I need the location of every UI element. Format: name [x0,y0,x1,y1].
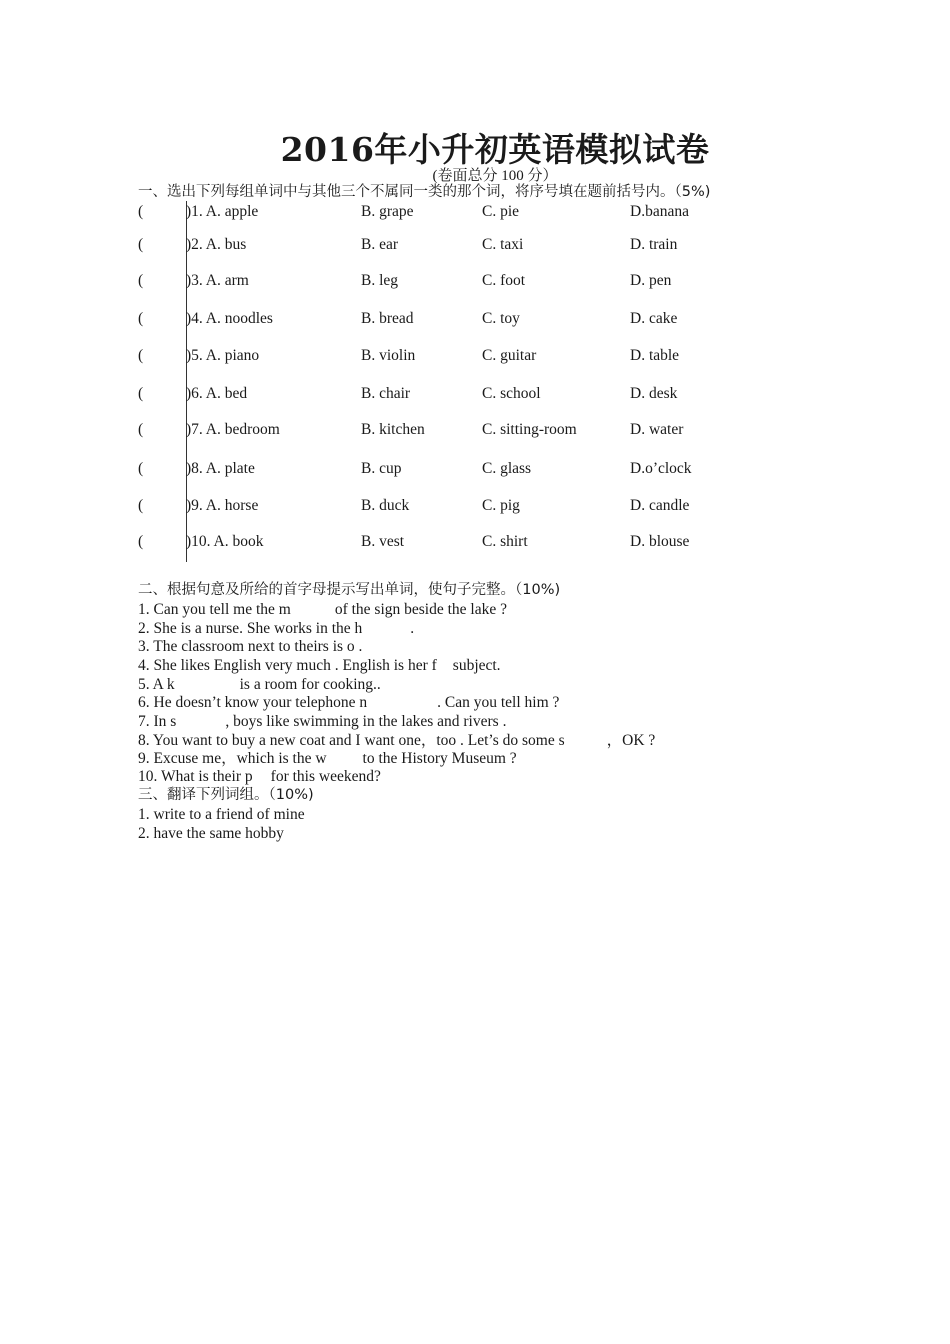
option-b: B. leg [361,272,399,289]
fill-in-sentence [138,712,506,731]
option-a: )5. A. piano [186,347,260,364]
answer-bracket: ( [138,533,144,550]
section3-heading: 三、翻译下列词组。（10%) [138,787,314,803]
sentence-end: is a room for cooking.. [239,676,381,693]
option-d: D.banana [630,203,689,220]
sentence-start: 7. In s [138,713,177,730]
option-c: C. sitting-room [482,421,577,438]
option-a: )6. A. bed [186,385,248,402]
answer-bracket: ( [138,310,144,327]
sentence-start: 5. A k [138,676,175,693]
option-c: C. foot [482,272,526,289]
option-a: )8. A. plate [186,460,255,477]
question-row [0,496,950,516]
sentence-start: 1. Can you tell me the m [138,601,291,618]
fill-in-sentence [138,600,507,619]
option-a: )2. A. bus [186,236,247,253]
fill-in-sentence [138,693,559,712]
sentence-start: 4. She likes English very much . English is her f [138,657,437,674]
option-c: C. pie [482,203,520,220]
sentence-start: 9. Excuse me，which is the w [138,750,327,767]
option-a: )4. A. noodles [186,310,273,327]
question-row [0,271,950,291]
option-b: B. grape [361,203,414,220]
option-b: B. violin [361,347,416,364]
sentence-end: for this weekend? [270,768,381,785]
page-title: 2016年小升初英语模拟试卷 [280,130,710,169]
section1-heading: 一、选出下列每组单词中与其他三个不属同一类的那个词，将序号填在题前括号内。（5%) [138,184,711,200]
option-d: D. water [630,421,684,438]
answer-bracket: ( [138,421,144,438]
fill-in-sentence [138,749,517,768]
sentence-end: to the History Museum ? [362,750,517,767]
page-subtitle: (卷面总分 100 分） [432,168,558,184]
option-b: B. chair [361,385,411,402]
sentence-end: . [410,620,415,637]
option-a: )9. A. horse [186,497,259,514]
question-row [0,202,950,222]
answer-bracket: ( [138,460,144,477]
sentence-start: 3. The classroom next to theirs is o . [138,638,363,655]
option-c: C. taxi [482,236,524,253]
option-c: C. shirt [482,533,528,550]
option-b: B. cup [361,460,402,477]
option-d: D.o’clock [630,460,692,477]
sentence-start: 6. He doesn’t know your telephone n [138,694,368,711]
question-row [0,309,950,329]
fill-in-sentence [138,637,362,656]
option-a: )3. A. arm [186,272,249,289]
option-b: B. duck [361,497,410,514]
option-b: B. ear [361,236,399,253]
sentence-end: ，OK ? [606,732,656,749]
sentence-start: 8. You want to buy a new coat and I want one，too . Let’s do some s [138,732,565,749]
question-row [0,459,950,479]
option-c: C. guitar [482,347,537,364]
option-d: D. candle [630,497,690,514]
option-d: D. blouse [630,533,690,550]
option-a: )10. A. book [186,533,264,550]
answer-bracket: ( [138,203,144,220]
option-b: B. kitchen [361,421,425,438]
fill-in-sentence [138,656,501,675]
option-d: D. table [630,347,680,364]
option-c: C. glass [482,460,532,477]
answer-bracket: ( [138,385,144,402]
question-row [0,420,950,440]
option-d: D. desk [630,385,678,402]
option-b: B. bread [361,310,414,327]
fill-in-sentence [138,731,655,750]
section3-item: 2. have the same hobby [138,825,284,842]
fill-in-sentence [138,619,414,638]
answer-bracket: ( [138,236,144,253]
sentence-end: . Can you tell him ? [437,694,560,711]
option-c: C. school [482,385,541,402]
question-row [0,532,950,552]
sentence-end: of the sign beside the lake ? [334,601,507,618]
question-row [0,384,950,404]
option-d: D. train [630,236,678,253]
answer-bracket: ( [138,347,144,364]
answer-bracket: ( [138,497,144,514]
option-d: D. cake [630,310,678,327]
option-c: C. toy [482,310,520,327]
sentence-start: 10. What is their p [138,768,253,785]
sentence-end: subject. [452,657,501,674]
section3-item: 1. write to a friend of mine [138,806,305,823]
option-b: B. vest [361,533,405,550]
answer-bracket: ( [138,272,144,289]
option-d: D. pen [630,272,672,289]
question-row [0,235,950,255]
fill-in-sentence [138,767,381,786]
section2-heading: 二、根据句意及所给的首字母提示写出单词，使句子完整。（10%) [138,582,561,598]
option-a: )1. A. apple [186,203,259,220]
question-row [0,346,950,366]
option-a: )7. A. bedroom [186,421,280,438]
fill-in-sentence [138,675,381,694]
sentence-start: 2. She is a nurse. She works in the h [138,620,363,637]
option-c: C. pig [482,497,520,514]
sentence-end: , boys like swimming in the lakes and rivers . [225,713,507,730]
